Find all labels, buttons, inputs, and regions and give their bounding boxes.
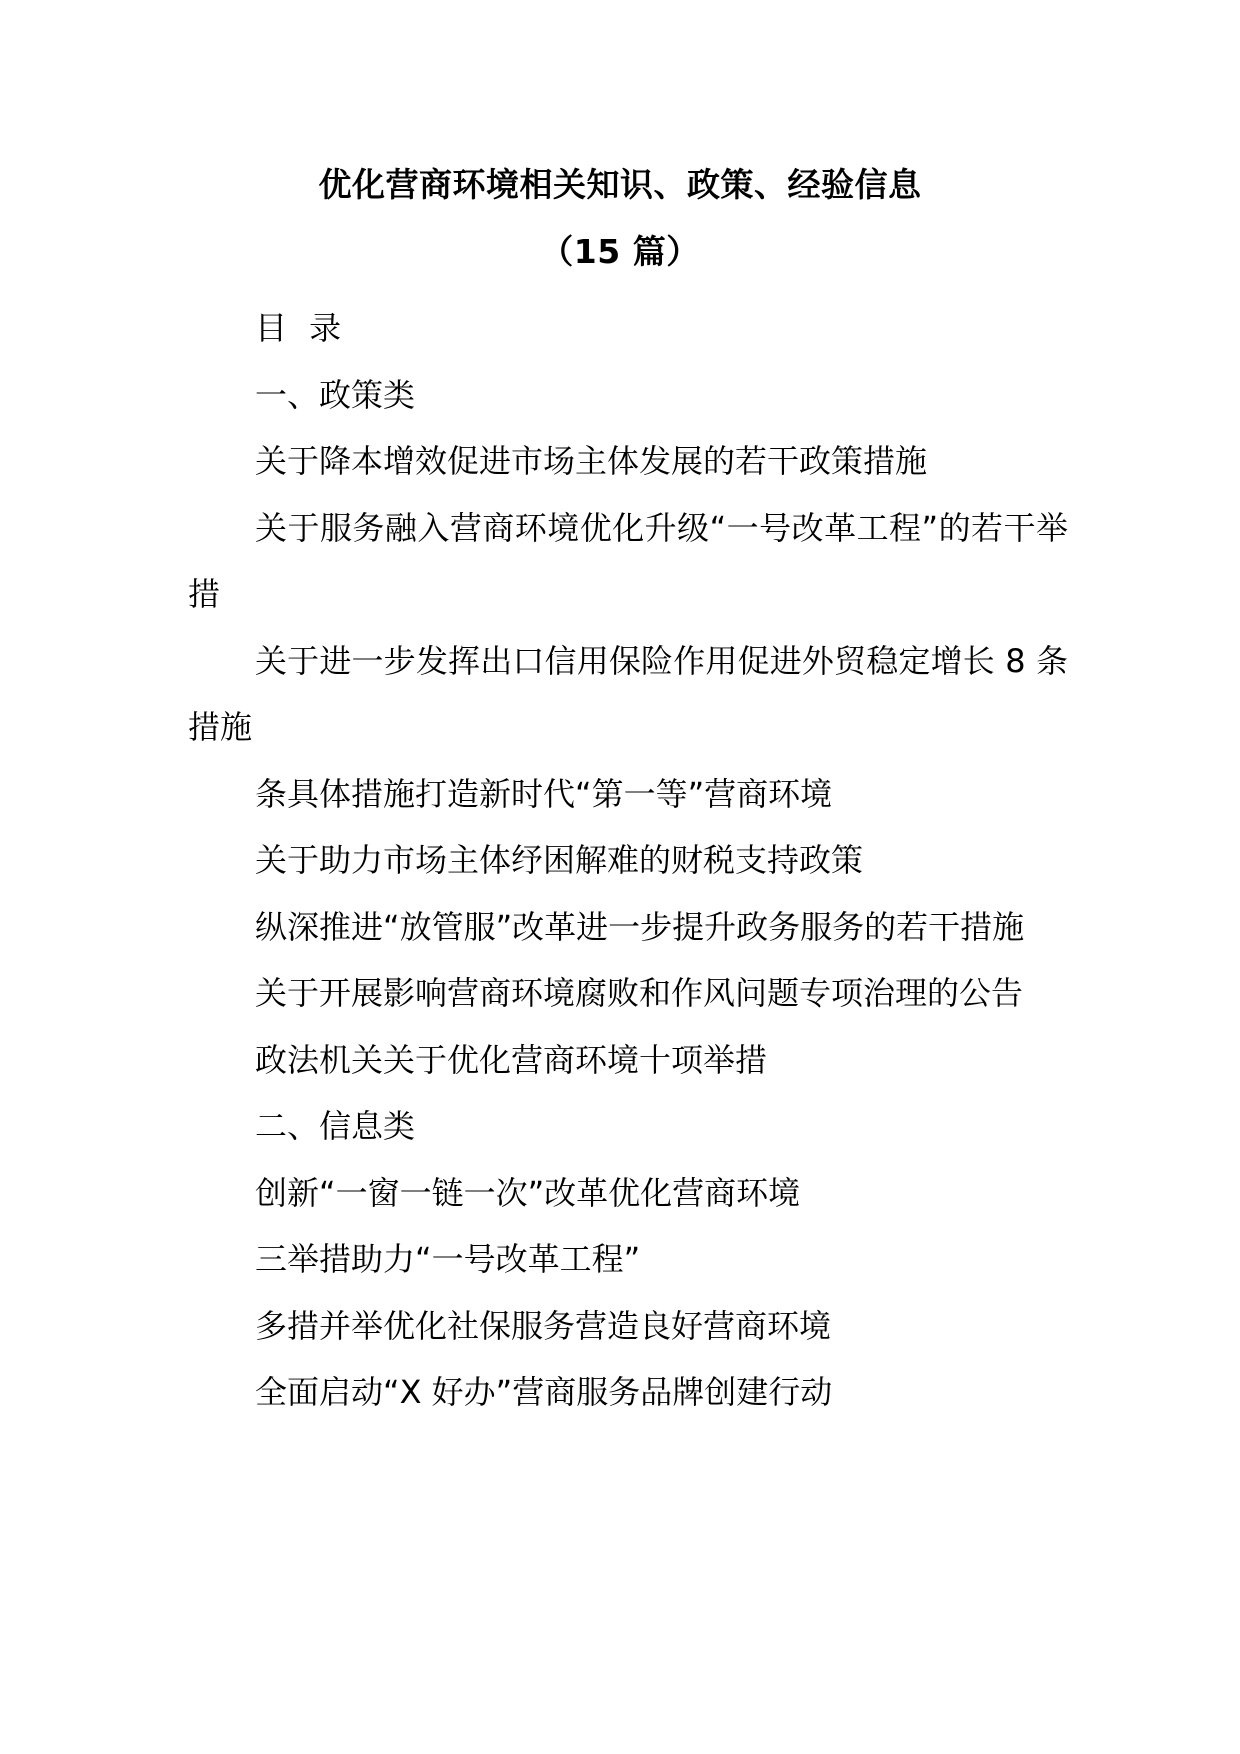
toc-item: 条具体措施打造新时代“第一等”营商环境 (255, 774, 833, 813)
toc-item: 纵深推进“放管服”改革进一步提升政务服务的若干措施 (255, 907, 1025, 946)
section-heading-policy: 一、政策类 (255, 375, 416, 414)
toc-item: 创新“一窗一链一次”改革优化营商环境 (255, 1173, 801, 1212)
document-subtitle-count: （15 篇） (540, 232, 700, 271)
toc-item: 关于服务融入营商环境优化升级“一号改革工程”的若干举措 (188, 508, 1068, 613)
document-title: 优化营商环境相关知识、政策、经验信息 (318, 165, 922, 204)
toc-heading: 目 录 (255, 309, 348, 347)
section-heading-info: 二、信息类 (255, 1107, 416, 1145)
toc-item: 全面启动“X 好办”营商服务品牌创建行动 (255, 1373, 833, 1411)
toc-item: 关于开展影响营商环境腐败和作风问题专项治理的公告 (255, 974, 1024, 1012)
toc-item: 政法机关关于优化营商环境十项举措 (255, 1040, 768, 1079)
document-body (188, 295, 1068, 1426)
toc-item: 关于进一步发挥出口信用保险作用促进外贸稳定增长 8 条措施 (188, 641, 1068, 746)
toc-item: 多措并举优化社保服务营造良好营商环境 (255, 1306, 832, 1345)
toc-item: 关于降本增效促进市场主体发展的若干政策措施 (255, 442, 928, 480)
toc-item: 三举措助力“一号改革工程” (255, 1240, 641, 1278)
toc-item: 关于助力市场主体纾困解难的财税支持政策 (255, 841, 864, 879)
